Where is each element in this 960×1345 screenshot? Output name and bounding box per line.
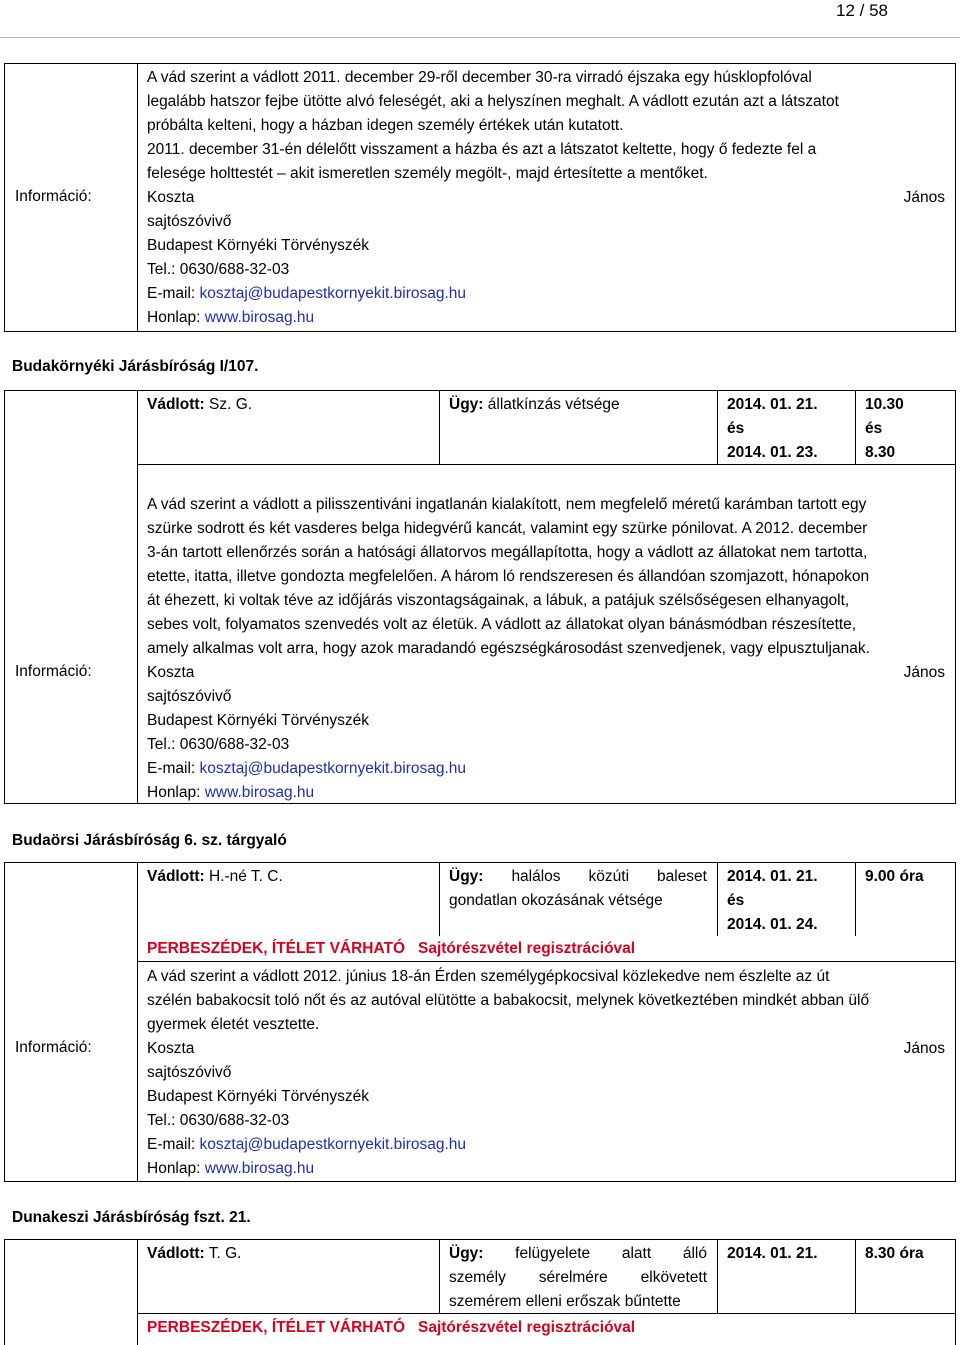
time-and: és	[865, 420, 883, 437]
defendant-name: T. G.	[208, 1245, 242, 1262]
email-prefix: E-mail:	[147, 760, 200, 777]
defendant-name: Sz. G.	[209, 396, 253, 413]
text-line: etette, itatta, illetve gondozta megfelelően. A három ló rendszeresen és állandóan szomjazott, hónapokon	[147, 568, 870, 585]
contact-name-right: János	[903, 664, 945, 681]
page-number: 12 / 58	[836, 1, 888, 20]
contact-tel: Tel.: 0630/688-32-03	[147, 736, 290, 753]
time: 8.30	[865, 444, 896, 461]
notice-rule	[137, 961, 955, 962]
cell-divider	[717, 391, 718, 464]
defendant-name: H.-né T. C.	[209, 868, 283, 885]
text-line: sebes volt, folyamatos szenvedés volt az életük. A vádlott az állatokat olyan bánásmódban részesítette,	[147, 616, 857, 633]
text-line: szélén babakocsit toló nőt és az autóval elütötte a babakocsit, melynek következtében mindkét abban ülő	[147, 992, 870, 1009]
email-prefix: E-mail:	[147, 285, 200, 302]
cell-divider	[855, 391, 856, 464]
text-line: gyermek életét vesztette.	[147, 1016, 320, 1033]
column-divider	[137, 64, 138, 331]
web-link[interactable]: www.birosag.hu	[204, 784, 315, 801]
cell-divider	[855, 863, 856, 936]
email-prefix: E-mail:	[147, 1136, 200, 1153]
time: 9.00 óra	[865, 868, 924, 885]
case-description	[147, 66, 945, 186]
web-link[interactable]: www.birosag.hu	[204, 309, 315, 326]
text-line: szürke sodrott és két vasderes belga hidegvérű kancát, valamint egy szürke pónilovat. A 2012. december	[147, 520, 868, 537]
case-type: felügyelete alatt álló	[515, 1245, 707, 1262]
text-line: át éhezett, ki voltak téve az időjárás viszontagságainak, a lábuk, a patájuk szélsőségesen elhanyagolt,	[147, 592, 850, 609]
case-type: szemérem elleni erőszak bűntette	[449, 1293, 681, 1310]
web-prefix: Honlap:	[147, 784, 205, 801]
case-type: személy sérelmére elkövetett	[449, 1269, 707, 1286]
cell-divider	[717, 863, 718, 936]
case-header-row	[137, 1240, 955, 1313]
date-and: és	[727, 420, 745, 437]
contact-name: Koszta	[147, 664, 195, 681]
contact-block	[147, 1037, 945, 1181]
info-label: Információ:	[15, 1039, 92, 1056]
page-header-rule	[0, 37, 960, 38]
time: 8.30 óra	[865, 1245, 924, 1262]
contact-role: sajtószóvivő	[147, 688, 232, 705]
case-box-2	[4, 862, 956, 1182]
web-prefix: Honlap:	[147, 309, 205, 326]
notice-rule	[137, 1313, 955, 1314]
case-label: Ügy:	[449, 868, 484, 885]
case-description	[147, 493, 945, 661]
contact-court: Budapest Környéki Törvényszék	[147, 237, 369, 254]
date: 2014. 01. 21.	[727, 396, 818, 413]
defendant-label: Vádlott:	[147, 868, 205, 885]
notice: PERBESZÉDEK, ÍTÉLET VÁRHATÓ Sajtórészvétel regisztrációval	[147, 940, 636, 957]
cell-divider	[439, 391, 440, 464]
text-line: felesége holttestét – akit ismeretlen személy megölt-, majd értesítette a mentőket.	[147, 165, 708, 182]
web-link[interactable]: www.birosag.hu	[204, 1160, 315, 1177]
case-label: Ügy:	[449, 396, 484, 413]
date: 2014. 01. 24.	[727, 916, 818, 933]
date-and: és	[727, 892, 745, 909]
text-line: 2011. december 31-én délelőtt visszament a házba és azt a látszatot keltette, hogy ő fedezte fel a	[147, 141, 817, 158]
court-heading: Dunakeszi Járásbíróság fszt. 21.	[12, 1209, 251, 1226]
date: 2014. 01. 23.	[727, 444, 818, 461]
contact-role: sajtószóvivő	[147, 213, 232, 230]
case-box-0	[4, 63, 956, 332]
email-link[interactable]: kosztaj@budapestkornyekit.birosag.hu	[199, 760, 467, 777]
case-header-row	[137, 391, 955, 465]
court-heading: Budakörnyéki Járásbíróság I/107.	[12, 358, 259, 375]
case-box-1	[4, 390, 956, 804]
contact-block	[147, 661, 945, 805]
web-prefix: Honlap:	[147, 1160, 205, 1177]
text-line: próbálta kelteni, hogy a házban idegen személy értékek után kutatott.	[147, 117, 624, 134]
info-label: Információ:	[15, 663, 92, 680]
cell-divider	[717, 1240, 718, 1313]
cell-divider	[439, 1240, 440, 1313]
case-header-row	[137, 863, 955, 936]
cell-divider	[439, 863, 440, 936]
contact-name-right: János	[903, 189, 945, 206]
text-line: amely alkalmas volt arra, hogy azok maradandó egészségkárosodást szenvedjenek, vagy elpusztuljanak.	[147, 640, 870, 657]
case-type: halálos közúti baleset	[511, 868, 707, 885]
date: 2014. 01. 21.	[727, 868, 818, 885]
court-heading: Budaörsi Járásbíróság 6. sz. tárgyaló	[12, 832, 287, 849]
text-line: 3-án tartott ellenőrzés során a hatósági állatorvos megállapította, hogy a vádlott az állatokat nem tartotta,	[147, 544, 868, 561]
contact-block	[147, 186, 945, 330]
contact-role: sajtószóvivő	[147, 1064, 232, 1081]
time: 10.30	[865, 396, 904, 413]
case-type: gondatlan okozásának vétsége	[449, 892, 663, 909]
case-label: Ügy:	[449, 1245, 484, 1262]
contact-court: Budapest Környéki Törvényszék	[147, 1088, 369, 1105]
defendant-label: Vádlott:	[147, 1245, 205, 1262]
info-label: Információ:	[15, 188, 92, 205]
date: 2014. 01. 21.	[727, 1245, 818, 1262]
case-box-3	[4, 1239, 956, 1345]
case-type: állatkínzás vétsége	[487, 396, 620, 413]
contact-name: Koszta	[147, 189, 195, 206]
cell-divider	[855, 1240, 856, 1313]
contact-tel: Tel.: 0630/688-32-03	[147, 261, 290, 278]
email-link[interactable]: kosztaj@budapestkornyekit.birosag.hu	[199, 285, 467, 302]
text-line: A vád szerint a vádlott a pilisszentiváni ingatlanán kialakított, nem megfelelő méretű karámban tartott egy	[147, 496, 867, 513]
email-link[interactable]: kosztaj@budapestkornyekit.birosag.hu	[199, 1136, 467, 1153]
notice: PERBESZÉDEK, ÍTÉLET VÁRHATÓ Sajtórészvétel regisztrációval	[147, 1319, 636, 1336]
contact-name: Koszta	[147, 1040, 195, 1057]
text-line: legalább hatszor fejbe ütötte alvó feleségét, aki a helyszínen meghalt. A vádlott ezután azt a látszatot	[147, 93, 839, 110]
contact-name-right: János	[903, 1040, 945, 1057]
contact-court: Budapest Környéki Törvényszék	[147, 712, 369, 729]
case-description	[147, 965, 945, 1037]
defendant-label: Vádlott:	[147, 396, 205, 413]
text-line: A vád szerint a vádlott 2012. június 18-án Érden személygépkocsival közlekedve nem észlelte az út	[147, 968, 830, 985]
contact-tel: Tel.: 0630/688-32-03	[147, 1112, 290, 1129]
text-line: A vád szerint a vádlott 2011. december 29-ről december 30-ra virradó éjszaka egy húsklopfolóval	[147, 69, 812, 86]
